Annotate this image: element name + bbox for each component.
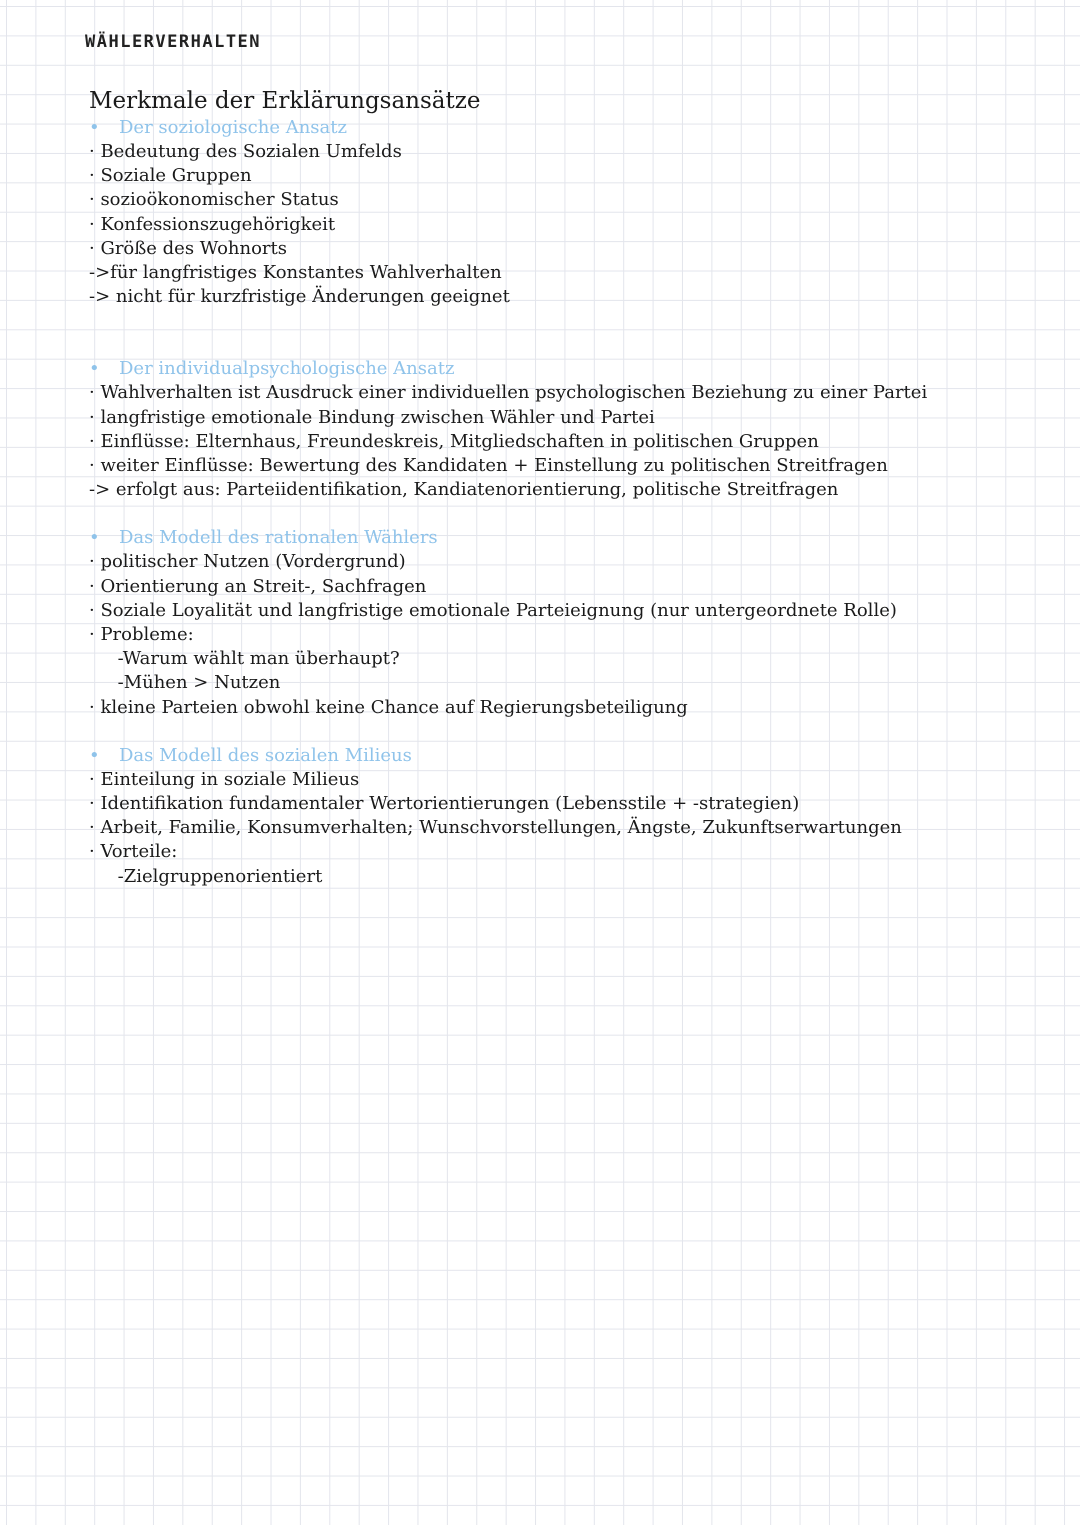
list-item: · Bedeutung des Sozialen Umfelds — [89, 141, 402, 162]
bullet-icon: • — [89, 117, 100, 138]
section-rationaler-waehler — [89, 526, 1049, 719]
list-item: · Einflüsse: Elternhaus, Freundeskreis, Mitgliedschaften in politischen Gruppen — [89, 430, 819, 452]
list-item: -Mühen > Nutzen — [89, 672, 281, 694]
list-item: · kleine Parteien obwohl keine Chance auf Regierungsbeteiligung — [89, 696, 688, 718]
list-item: · Vorteile: — [89, 841, 178, 863]
list-item: -Zielgruppenorientiert — [89, 865, 323, 887]
list-item: -> erfolgt aus: Parteiidentifikation, Kandiatenorientierung, politische Streitfragen — [89, 479, 839, 501]
spacer — [89, 720, 1049, 744]
list-item: -> nicht für kurzfristige Änderungen geeignet — [89, 286, 510, 308]
list-item: · Identifikation fundamentaler Wertorientierungen (Lebensstile + -strategien) — [89, 793, 800, 815]
list-item: -Warum wählt man überhaupt? — [89, 648, 400, 670]
section-heading-text: Der individualpsychologische Ansatz — [119, 358, 455, 380]
bullet-icon: • — [89, 358, 100, 380]
page-title: Merkmale der Erklärungsansätze — [89, 88, 481, 114]
list-item: · weiter Einflüsse: Bewertung des Kandidaten + Einstellung zu politischen Streitfragen — [89, 455, 888, 477]
section-soziales-milieu — [89, 744, 1049, 889]
section-individualpsychologisch — [89, 357, 1049, 502]
list-item: · Soziale Loyalität und langfristige emotionale Parteieignung (nur untergeordnete Rolle) — [89, 599, 897, 621]
list-item: ->für langfristiges Konstantes Wahlverhalten — [89, 262, 502, 284]
notes-content — [89, 86, 1049, 889]
list-item: · Einteilung in soziale Milieus — [89, 768, 360, 790]
section-heading — [89, 357, 1049, 381]
list-item: · Arbeit, Familie, Konsumverhalten; Wunschvorstellungen, Ängste, Zukunftserwartungen — [89, 817, 902, 839]
list-item: · Soziale Gruppen — [89, 165, 252, 187]
list-item: · Probleme: — [89, 624, 194, 646]
list-item: · politischer Nutzen (Vordergrund) — [89, 551, 406, 573]
spacer — [89, 502, 1049, 526]
section-heading-text: Das Modell des sozialen Milieus — [119, 744, 412, 766]
list-item: · Orientierung an Streit-, Sachfragen — [89, 575, 427, 597]
list-item: · Konfessionszugehörigkeit — [89, 213, 336, 235]
section-heading — [89, 526, 1049, 550]
list-item: · Größe des Wohnorts — [89, 237, 288, 259]
section-heading — [89, 116, 1049, 140]
bullet-icon: • — [89, 744, 100, 766]
section-heading — [89, 744, 1049, 768]
list-item: · langfristige emotionale Bindung zwischen Wähler und Partei — [89, 406, 655, 428]
section-heading-text: Das Modell des rationalen Wählers — [119, 527, 438, 549]
spacer — [89, 309, 1049, 357]
section-heading-text: Der soziologische Ansatz — [119, 117, 347, 138]
list-item: · sozioökonomischer Status — [89, 189, 339, 211]
section-soziologisch — [89, 116, 1049, 309]
page-header-label: WÄHLERVERHALTEN — [85, 32, 262, 52]
list-item: · Wahlverhalten ist Ausdruck einer individuellen psychologischen Beziehung zu einer Partei — [89, 382, 928, 404]
bullet-icon: • — [89, 527, 100, 549]
